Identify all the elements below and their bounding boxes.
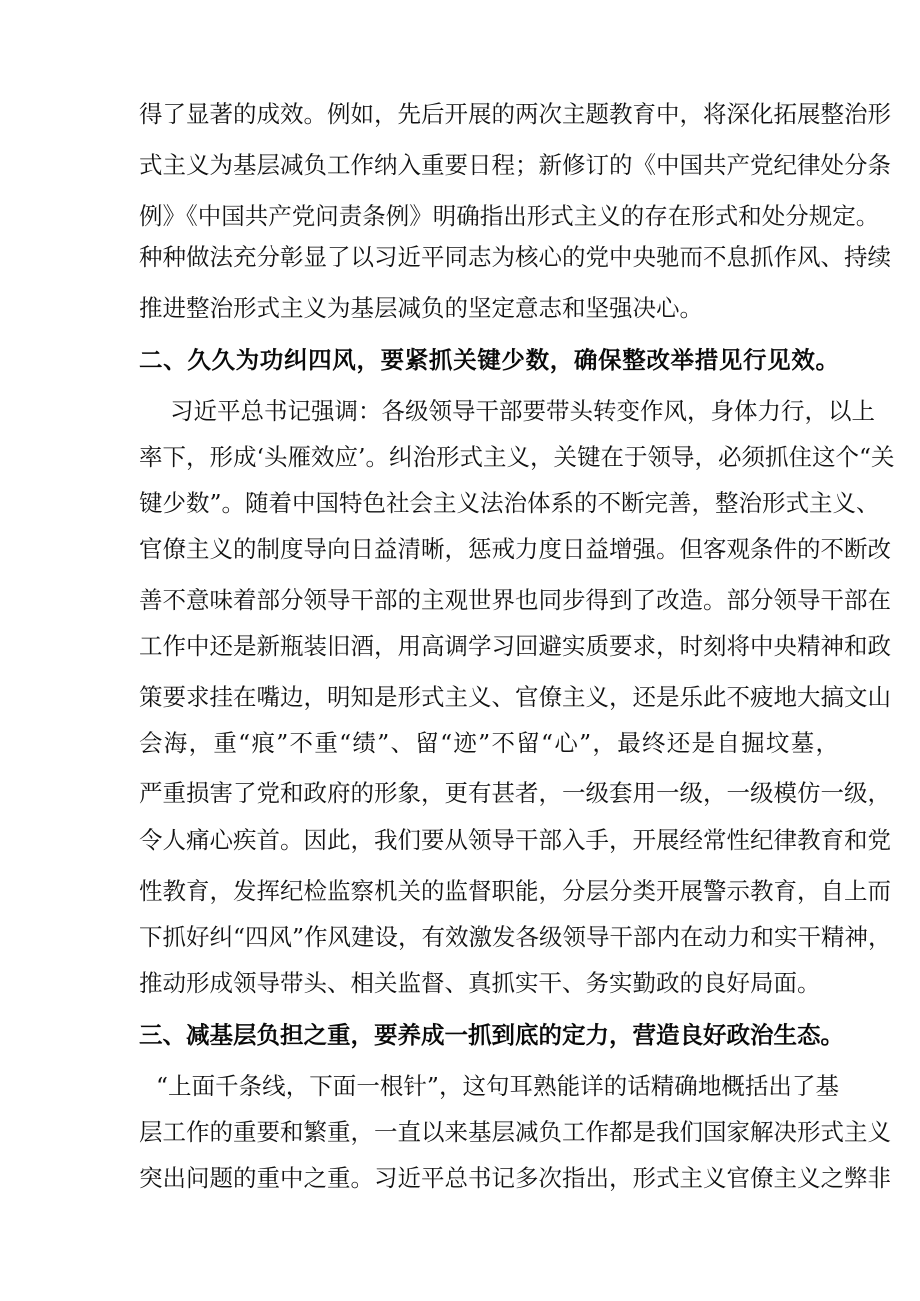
paragraph-intro-line-2: 式主义为基层减负工作纳入重要日程；新修订的《中国共产党纪律处分条 <box>139 151 891 179</box>
paragraph-2-line-1: 习近平总书记强调：各级领导干部要带头转变作风，身体力行，以上 <box>170 397 875 425</box>
paragraph-2-line-12: 下抓好纠“四风”作风建设，有效激发各级领导干部内在动力和实干精神， <box>139 923 892 951</box>
paragraph-intro-line-3: 例》《中国共产党问责条例》明确指出形式主义的存在形式和处分规定。 <box>139 202 880 230</box>
paragraph-3-line-3: 突出问题的重中之重。习近平总书记多次指出，形式主义官僚主义之弊非 <box>139 1164 891 1192</box>
paragraph-2-line-8: 会海，重“痕”不重“绩”、留“迹”不留“心”，最终还是自掘坟墓， <box>139 729 839 757</box>
paragraph-2-line-4: 官僚主义的制度导向日益清晰，惩戒力度日益增强。但客观条件的不断改 <box>139 535 891 563</box>
section-heading-2: 二、久久为功纠四风，要紧抓关键少数，确保整改举措见行见效。 <box>139 346 839 374</box>
section-heading-3: 三、减基层负担之重，要养成一抓到底的定力，营造良好政治生态。 <box>139 1021 844 1049</box>
paragraph-2-line-10: 令人痛心疾首。因此，我们要从领导干部入手，开展经常性纪律教育和党 <box>139 826 891 854</box>
paragraph-2-line-5: 善不意味着部分领导干部的主观世界也同步得到了改造。部分领导干部在 <box>139 586 891 614</box>
paragraph-intro-line-4: 种种做法充分彰显了以习近平同志为核心的党中央驰而不息抓作风、持续 <box>139 243 891 271</box>
paragraph-2-line-7: 策要求挂在嘴边，明知是形式主义、官僚主义，还是乐此不疲地大搞文山 <box>139 683 891 711</box>
paragraph-3-line-2: 层工作的重要和繁重，一直以来基层减负工作都是我们国家解决形式主义 <box>139 1118 891 1146</box>
paragraph-intro-line-5: 推进整治形式主义为基层减负的坚定意志和坚强决心。 <box>139 294 703 322</box>
paragraph-2-line-2: 率下，形成‘头雁效应’。纠治形式主义，关键在于领导，必须抓住这个“关 <box>139 443 895 471</box>
paragraph-2-line-3: 键少数”。随着中国特色社会主义法治体系的不断完善，整治形式主义、 <box>139 489 880 517</box>
paragraph-2-line-6: 工作中还是新瓶装旧酒，用高调学习回避实质要求，时刻将中央精神和政 <box>139 632 891 660</box>
paragraph-2-line-13: 推动形成领导带头、相关监督、真抓实干、务实勤政的良好局面。 <box>139 969 821 997</box>
paragraph-2-line-9: 严重损害了党和政府的形象，更有甚者，一级套用一级，一级模仿一级， <box>139 779 891 807</box>
paragraph-2-line-11: 性教育，发挥纪检监察机关的监督职能，分层分类开展警示教育，自上而 <box>139 877 891 905</box>
paragraph-3-line-1: “上面千条线，下面一根针”，这句耳熟能详的话精确地概括出了基 <box>156 1072 839 1100</box>
paragraph-intro-line-1: 得了显著的成效。例如，先后开展的两次主题教育中，将深化拓展整治形 <box>139 100 891 128</box>
